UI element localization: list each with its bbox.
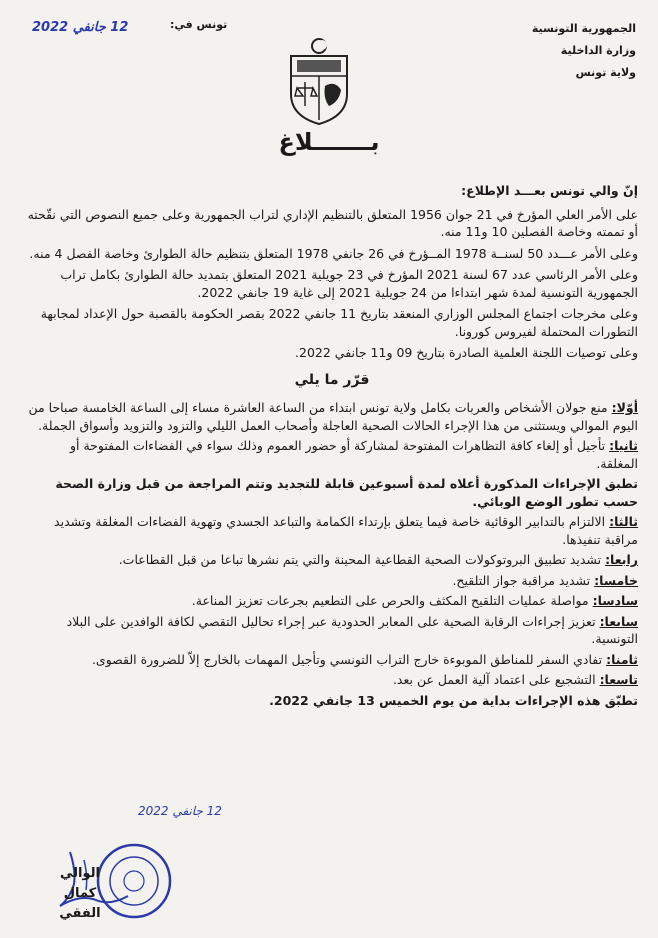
document-body (26, 182, 638, 712)
signatory-role: الوالي (60, 866, 100, 881)
article-label: تاسعا: (599, 672, 638, 687)
signatory-block (50, 864, 110, 924)
letterhead (446, 18, 636, 84)
received-date-stamp: 12 جانفي 2022 (32, 20, 129, 35)
coat-of-arms-icon (283, 36, 355, 128)
article-text: تعزيز إجراءات الرقابة الصحية على المعابر الحدودية عبر إجراء تحاليل التقصي لكافة الوافدين على البلاد التونسية. (66, 613, 638, 646)
validity-note: تطبق الإجراءات المذكورة أعلاه لمدة أسبوعين قابلة للتجديد وتتم المراجعة من قبل وزارة الصحة حسب تطور الوضع الوبائي. (55, 476, 638, 509)
visa-1: على الأمر العلي المؤرخ في 21 جوان 1956 المتعلق بالتنظيم الإداري لتراب الجمهورية وعلى جميع النصوص التي نقّحته أو تممته وخاصة الفصلين 10 و11 منه. (27, 206, 638, 239)
article-text: التشجيع على اعتماد آلية العمل عن بعد. (392, 672, 596, 687)
article-1 (26, 399, 638, 434)
decision-heading: قرّر ما يلي (294, 371, 370, 388)
article-6 (26, 592, 638, 610)
visa-5: وعلى توصيات اللجنة العلمية الصادرة بتاريخ 09 و11 جانفي 2022. (295, 345, 638, 360)
article-label: رابعا: (605, 552, 638, 567)
article-text: الالتزام بالتدابير الوقائية خاصة فيما يتعلق بإرتداء الكمامة والتباعد الجسدي وتهوية الفضاءات المغلقة وتشديد مراقبة تنفيذها. (54, 514, 638, 547)
article-2 (26, 437, 638, 472)
article-label: ثالثا: (609, 514, 638, 529)
article-7 (26, 613, 638, 648)
article-text: تفادي السفر للمناطق الموبوءة خارج التراب التونسي وتأجيل المهمات بالخارج إلاّ للضرورة القصوى. (91, 651, 603, 667)
visa-4: وعلى مخرجات اجتماع المجلس الوزاري المنعقد بتاريخ 11 جانفي 2022 بقصر الحكومة بالقصبة حول الإعداد لمجابهة التطورات المحتملة لفيروس كورونا. (40, 306, 638, 339)
ministry-name: وزارة الداخلية (560, 44, 636, 57)
governorate-name: ولاية تونس (575, 66, 636, 79)
document-title: بـــــــلاغ (278, 128, 380, 156)
article-text: تأجيل أو إلغاء كافة التظاهرات المفتوحة لمشاركة أو حضور العموم وذلك سواء في الفضاءات المفتوحة أو المغلقة. (70, 438, 638, 471)
article-label: خامسا: (594, 572, 638, 588)
article-label: ثانيا: (609, 438, 638, 453)
article-label: سابعا: (599, 613, 638, 629)
article-3 (26, 513, 638, 548)
article-label: سادسا: (592, 593, 638, 608)
article-text: تشديد مراقبة جواز التلقيح. (452, 572, 591, 588)
visa-2: وعلى الأمر عـــدد 50 لسنــة 1978 المــؤرخ في 26 جانفي 1978 المتعلق بتنظيم حالة الطوارئ وخاصة الفصل 4 منه. (29, 245, 638, 261)
signature-date: 12 جانفي 2022 (138, 804, 222, 818)
article-text: مواصلة عمليات التلقيح المكثف والحرص على التطعيم بجرعات تعزيز المناعة. (191, 593, 589, 608)
signatory-name: كمال الفقي (59, 886, 101, 921)
closing-line: تطبّق هذه الإجراءات بداية من يوم الخميس 13 جانفي 2022. (269, 692, 638, 708)
article-4 (26, 551, 638, 569)
article-text: منع جولان الأشخاص والعربات بكامل ولاية تونس ابتداء من الساعة العاشرة مساء إلى الساعة الخامسة صباحا من اليوم الموالي ويستثنى من هذا الإجراء الحالات الصحية العاجلة وأصحاب العمل الليلي والتزود والتزويد وأسواق الجملة. (28, 400, 638, 433)
article-label: ثامنا: (606, 651, 638, 667)
intro-line: إنّ والي تونس بعـــد الإطلاع: (461, 183, 638, 198)
place-label: تونس في: (170, 18, 228, 31)
visa-3: وعلى الأمر الرئاسي عدد 67 لسنة 2021 المؤرخ في 23 جويلية 2021 المتعلق بتمديد حالة الطوارئ بكامل تراب الجمهورية التونسية لمدة شهر ابتداءا من 24 جويلية 2021 إلى غاية 19 جانفي 2022. (60, 267, 638, 300)
article-9 (26, 671, 638, 689)
article-text: تشديد تطبيق البروتوكولات الصحية القطاعية المحينة والتي يتم نشرها تباعا من قبل القطاعات. (118, 552, 602, 567)
article-5 (26, 572, 638, 590)
article-label: أوّلا: (611, 400, 638, 415)
republic-name: الجمهورية التونسية (531, 22, 636, 35)
article-8 (26, 651, 638, 669)
